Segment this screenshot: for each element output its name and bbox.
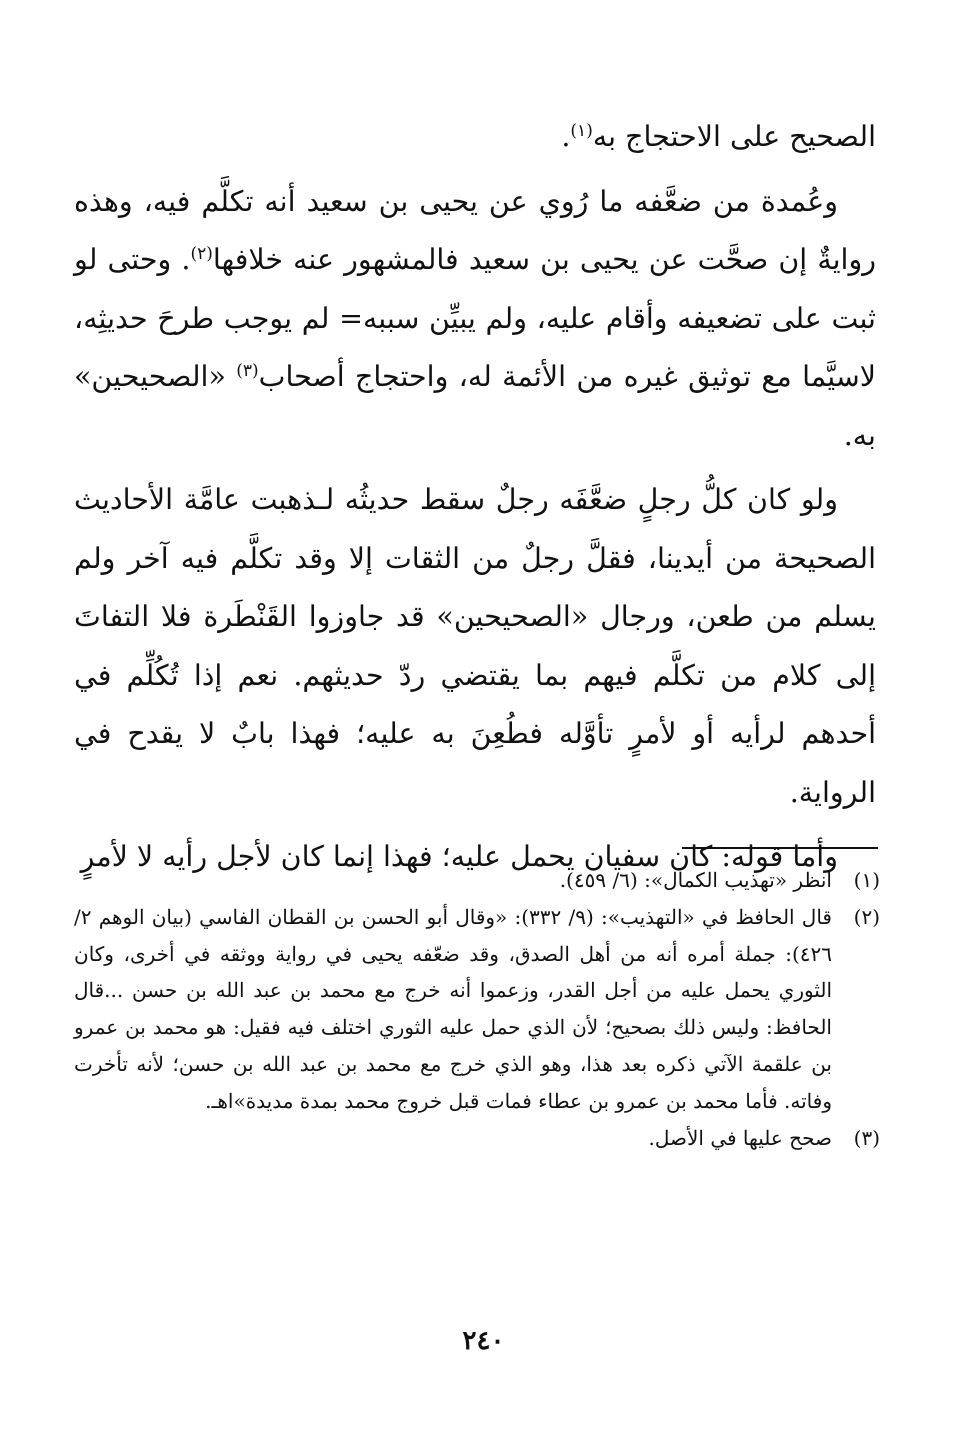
footnotes: [74, 862, 880, 1156]
paragraph-1: [74, 108, 876, 167]
paragraph-4: وأما قوله: كان سفيان يحمل عليه؛ فهذا إنما كان لأجل رأيه لا لأمرٍ: [80, 840, 838, 873]
paragraph-1-text: الصحيح على الاحتجاج به: [592, 120, 876, 153]
footnote-ref-3: (٣): [236, 361, 259, 381]
paragraph-2-text-b: . وحتى لو ثبت على تضعيفه وأقام عليه، ولم يبيِّن سببه= لم يوجب طرحَ حديثِه، لاسيَّما مع توثيق غيره من الأئمة له، واحتجاج أصحاب: [74, 243, 876, 393]
paragraph-2-text-c: «الصحيحين» به.: [74, 360, 876, 452]
footnote-separator: [682, 847, 878, 849]
footnote-number: (٣): [853, 1125, 880, 1150]
footnote-ref-1: (١): [570, 121, 593, 141]
paragraph-2: [74, 173, 876, 466]
footnote-text: انظر «تهذيب الكمال»: (٦/ ٤٥٩).: [559, 868, 832, 892]
footnote-text: قال الحافظ في «التهذيب»: (٩/ ٣٣٢): «وقال أبو الحسن بن القطان الفاسي (بيان الوهم ٢/ ٤٢٦): جملة أمره أنه من أهل الصدق، وقد ضعّفه يحيى في رواية ووثقه في أخرى، وكان الثوري يحمل عليه من أجل القدر، وزعموا أنه خرج مع محمد بن عبد الله بن حسن ...قال الحافظ: وليس ذلك بصحيح؛ لأن الذي حمل عليه الثوري اختلف فيه فقيل: هو محمد بن عمرو بن علقمة الآتي ذكره بعد هذا، وهو الذي خرج مع محمد بن عبد الله بن حسن؛ لأنه تأخرت وفاته. فأما محمد بن عمرو بن عطاء فمات قبل خروج محمد بمدة مديدة»اهـ.: [74, 904, 832, 1113]
footnote-number: (٢): [853, 904, 880, 929]
footnote-text: صحح عليها في الأصل.: [648, 1125, 832, 1150]
footnote-ref-2: (٢): [190, 244, 213, 264]
footnote-number: (١): [853, 868, 880, 892]
page-number: ٢٤٠: [462, 1326, 505, 1356]
footnote-1: [74, 862, 880, 899]
footnote-3: [74, 1120, 880, 1157]
paragraph-1-end: .: [561, 120, 571, 153]
main-text: [74, 108, 876, 893]
paragraph-3: ولو كان كلُّ رجلٍ ضعَّفَه رجلٌ سقط حديثُه لـذهبت عامَّة الأحاديث الصحيحة من أيدينا، فقلَّ رجلٌ من الثقات إلا وقد تكلَّم فيه آخر ولم يسلم من طعن، ورجال «الصحيحين» قد جاوزوا القَنْطَرة فلا التفاتَ إلى كلام من تكلَّم فيهم بما يقتضي ردّ حديثهم. نعم إذا تُكُلِّم في أحدهم لرأيه أو لأمرٍ تأوَّله فطُعِنَ به عليه؛ فهذا بابٌ لا يقدح في الرواية.: [74, 483, 876, 809]
footnote-2: [74, 899, 880, 1120]
paragraph-2-text-a: وعُمدة من ضعَّفه ما رُوي عن يحيى بن سعيد أنه تكلَّم فيه، وهذه روايةٌ إن صحَّت عن يحيى بن سعيد فالمشهور عنه خلافها: [74, 184, 876, 276]
